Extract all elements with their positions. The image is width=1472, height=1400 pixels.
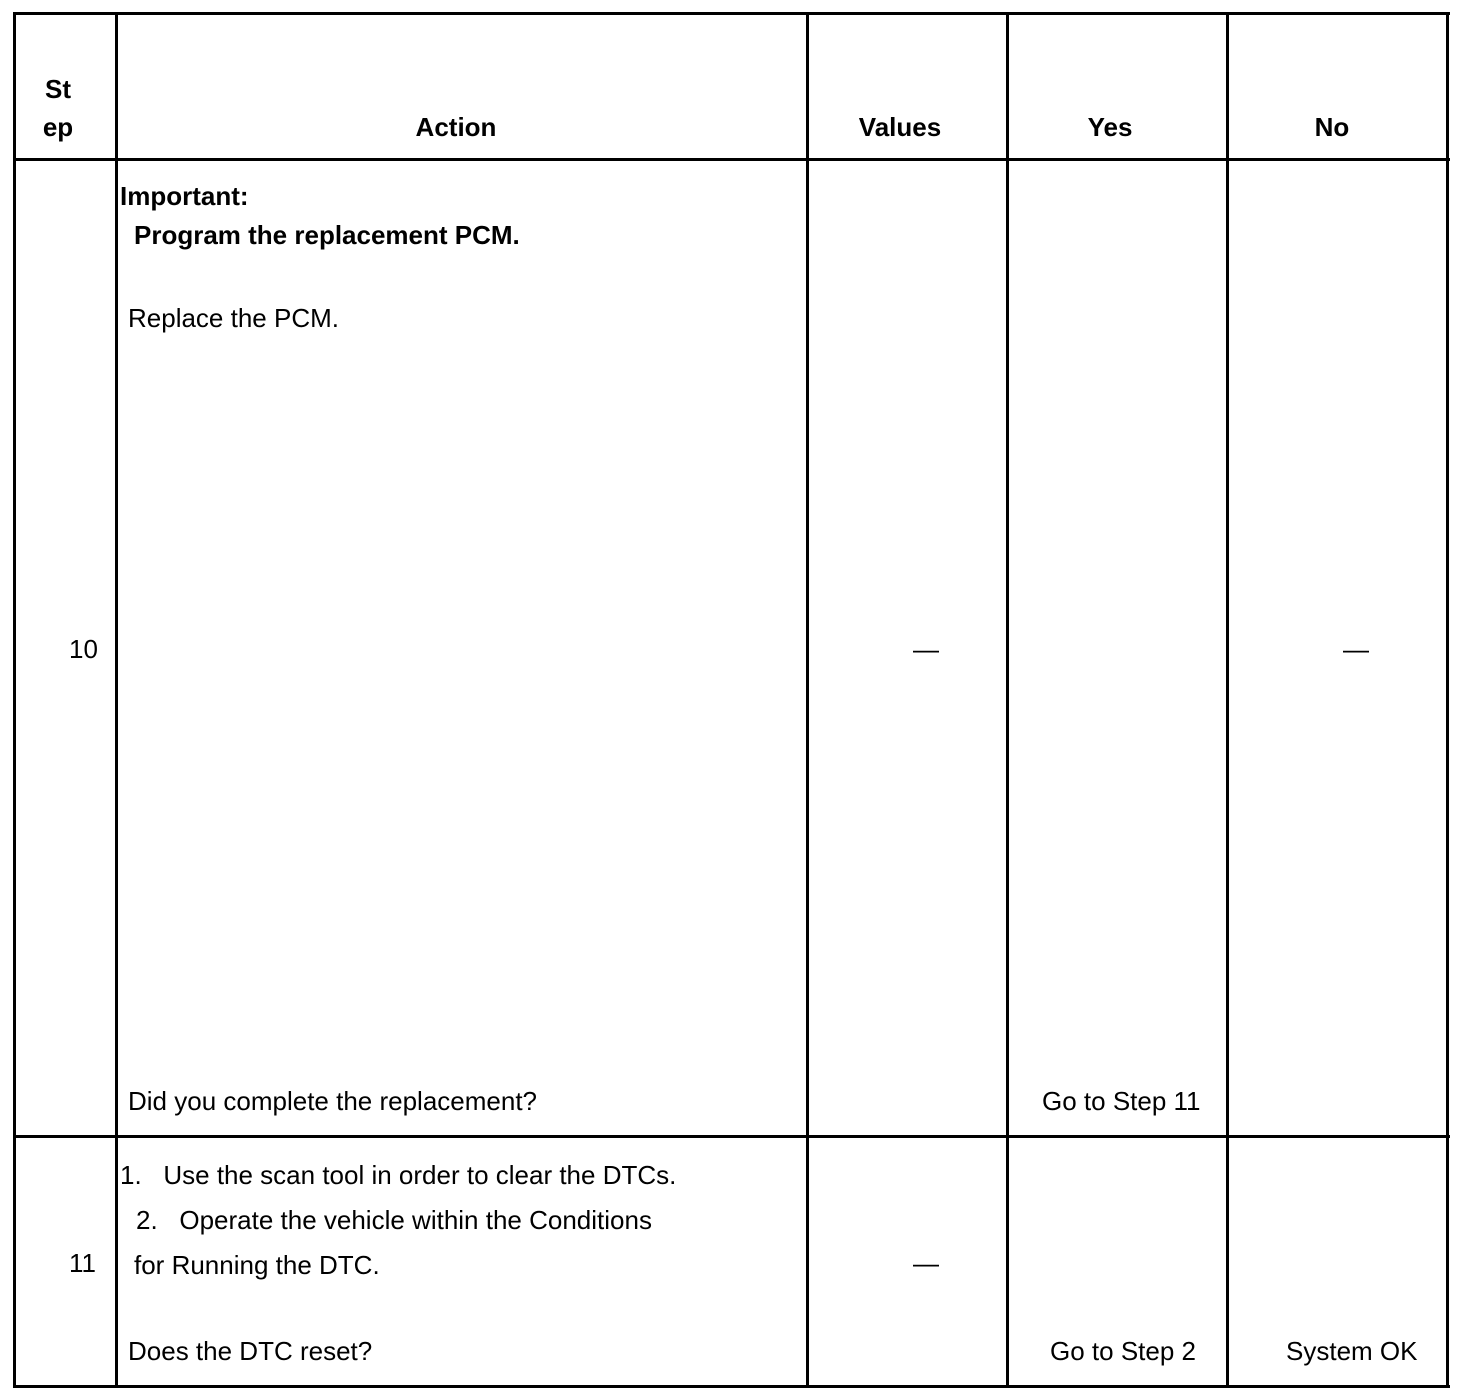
action-item-1: 1. Use the scan tool in order to clear the DTCs. (120, 1160, 677, 1190)
important-note: Program the replacement PCM. (134, 220, 520, 250)
table-right-border (1446, 12, 1449, 1388)
important-heading: Important: (120, 181, 249, 211)
step-number: 10 (69, 634, 98, 664)
action-instruction: Replace the PCM. (128, 303, 339, 333)
yes-cell: Go to Step 11 (1042, 1086, 1201, 1116)
values-cell: — (913, 1248, 939, 1278)
header-step-line1: St (45, 74, 71, 104)
header-step-line2: ep (42, 112, 74, 142)
table-left-border (13, 12, 16, 1388)
header-action: Action (415, 112, 497, 142)
no-cell: System OK (1286, 1336, 1418, 1366)
table-top-border (13, 12, 1450, 15)
step-number: 11 (69, 1248, 96, 1278)
no-cell: — (1343, 634, 1369, 664)
action-values-divider (806, 12, 809, 1388)
header-values: Values (858, 112, 942, 142)
action-item-2: 2. Operate the vehicle within the Conditions (136, 1205, 652, 1235)
action-question: Does the DTC reset? (128, 1336, 373, 1366)
table-bottom-border (13, 1385, 1450, 1388)
header-yes: Yes (1087, 112, 1133, 142)
row-10-bottom-border (13, 1135, 1450, 1138)
action-item-2-continued: for Running the DTC. (134, 1250, 380, 1280)
header-bottom-border (13, 158, 1450, 161)
step-action-divider (115, 12, 118, 1388)
values-yes-divider (1006, 12, 1009, 1388)
header-no: No (1314, 112, 1350, 142)
values-cell: — (913, 634, 939, 664)
yes-no-divider (1226, 12, 1229, 1388)
action-question: Did you complete the replacement? (128, 1086, 538, 1116)
yes-cell: Go to Step 2 (1050, 1336, 1196, 1366)
